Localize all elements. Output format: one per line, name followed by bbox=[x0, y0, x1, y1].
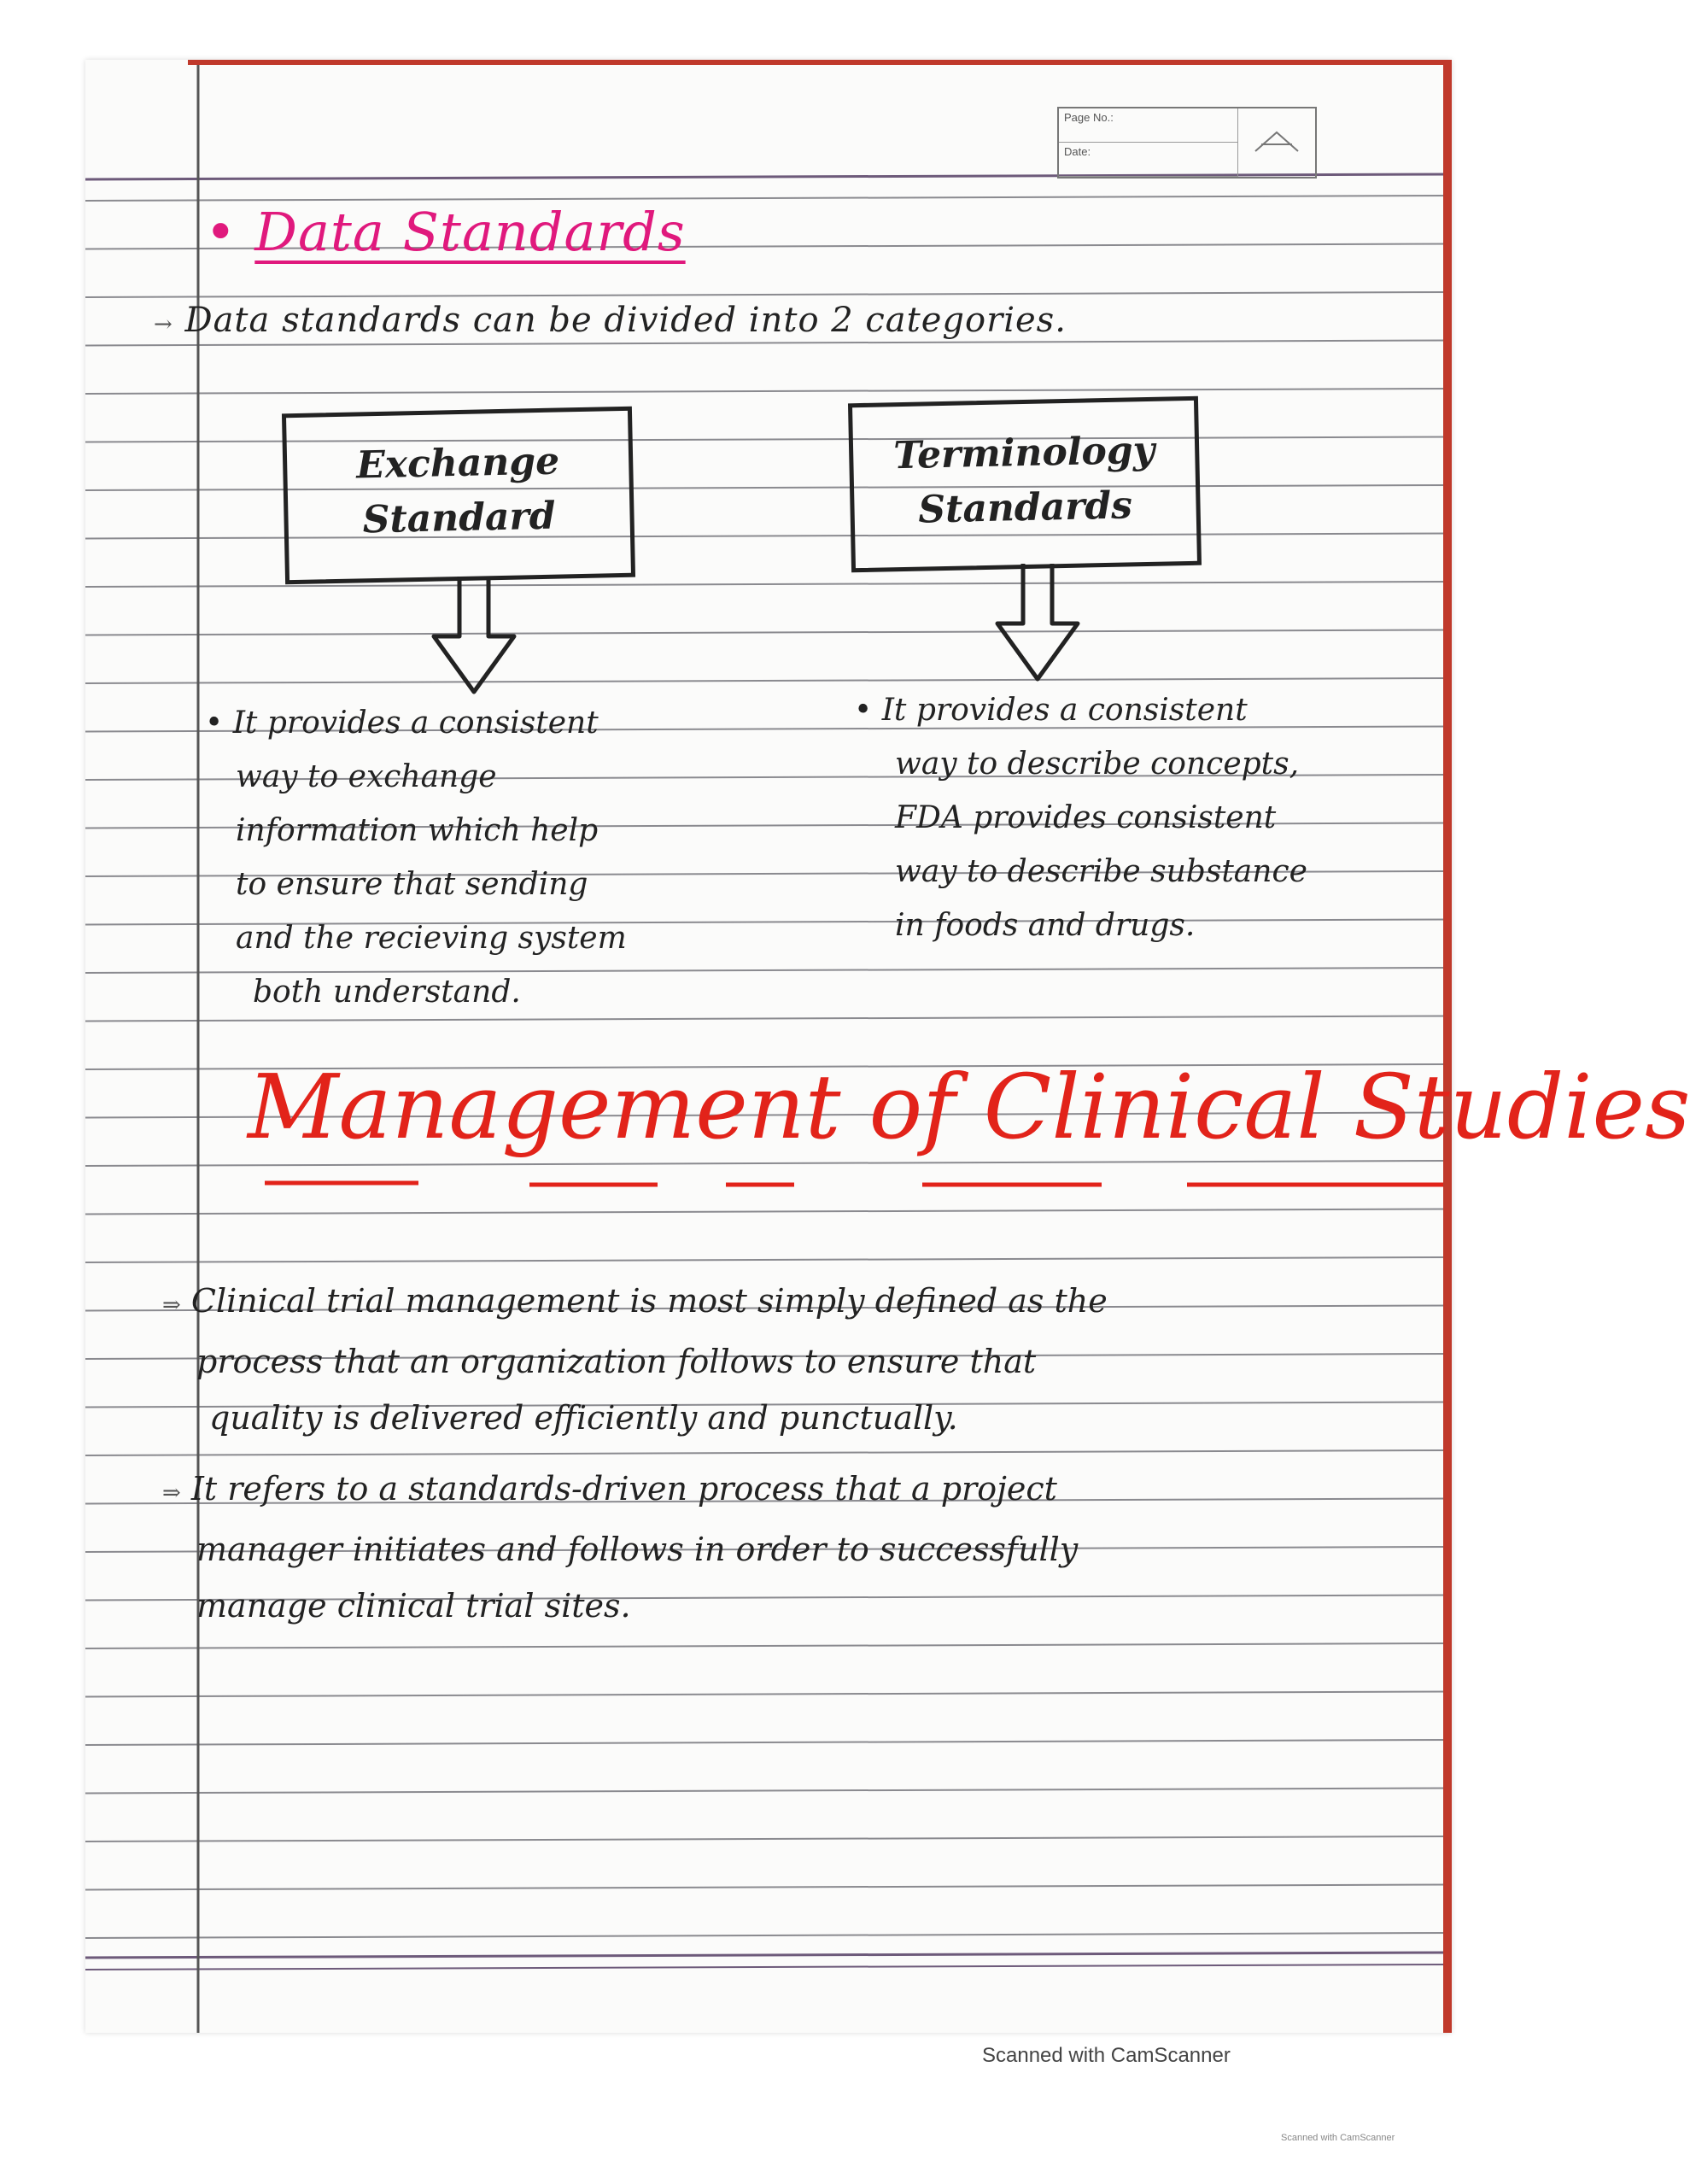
ruled-line bbox=[85, 1692, 1452, 1697]
ruled-lines bbox=[85, 60, 1452, 2033]
line-text: process that an organization follows to ensure that bbox=[196, 1343, 1037, 1380]
line-text: It provides a consistent bbox=[881, 693, 1248, 728]
ruled-line bbox=[85, 1964, 1452, 1970]
description-line bbox=[854, 737, 1307, 791]
heading-data-standards bbox=[205, 201, 686, 263]
line-text: way to describe concepts, bbox=[895, 747, 1300, 782]
paragraph-line bbox=[162, 1273, 1108, 1333]
arrow-marker: ⇒ bbox=[162, 1292, 181, 1318]
date-field: Date: bbox=[1059, 143, 1238, 177]
scanner-watermark-small: Scanned with CamScanner bbox=[1281, 2133, 1395, 2143]
line-text: information which help bbox=[236, 813, 599, 848]
description-line bbox=[854, 899, 1307, 952]
heading-bullet: • bbox=[205, 201, 237, 263]
line-text: It refers to a standards-driven process that a project bbox=[190, 1470, 1057, 1508]
paragraph-line bbox=[162, 1333, 1108, 1390]
ruled-line bbox=[85, 1789, 1452, 1794]
bullet: • bbox=[854, 693, 873, 728]
paragraph-process bbox=[162, 1461, 1078, 1634]
scanner-watermark: Scanned with CamScanner bbox=[982, 2044, 1231, 2067]
ruled-line bbox=[85, 1836, 1452, 1841]
arrow-marker: → bbox=[154, 312, 173, 337]
ruled-line bbox=[85, 341, 1452, 346]
page-number-field: Page No.: bbox=[1059, 108, 1238, 143]
paragraph-line bbox=[162, 1521, 1078, 1578]
heading-text: Data Standards bbox=[254, 201, 686, 263]
exchange-box-line-2: Standard bbox=[362, 494, 556, 542]
description-line bbox=[854, 845, 1307, 899]
heading-underline bbox=[248, 1166, 1443, 1200]
exchange-box-line-1: Exchange bbox=[355, 439, 560, 488]
heading-management-of-clinical-studies: Management of Clinical Studies bbox=[248, 1055, 1690, 1159]
line-text: both understand. bbox=[253, 975, 521, 1010]
line-text: manage clinical trial sites. bbox=[196, 1587, 631, 1625]
down-arrow-icon bbox=[991, 564, 1085, 683]
intro-text: Data standards can be divided into 2 categories. bbox=[184, 301, 1067, 340]
ruled-line bbox=[85, 1740, 1452, 1745]
bullet: • bbox=[205, 706, 224, 741]
line-text: manager initiates and follows in order to successfully bbox=[196, 1531, 1079, 1568]
description-line bbox=[205, 911, 627, 965]
description-line bbox=[205, 804, 627, 858]
description-line bbox=[205, 750, 627, 804]
down-arrow-icon bbox=[427, 577, 521, 696]
line-text: FDA provides consistent bbox=[895, 800, 1277, 835]
ruled-line bbox=[85, 1953, 1452, 1958]
notebook-sheet bbox=[85, 60, 1690, 2033]
description-line bbox=[854, 791, 1307, 845]
intro-line bbox=[154, 301, 1067, 340]
terminology-box-line-2: Standards bbox=[917, 483, 1133, 532]
terminology-description bbox=[854, 683, 1307, 952]
page-date-box bbox=[1057, 107, 1317, 179]
terminology-box-line-1: Terminology bbox=[892, 428, 1155, 478]
page-edge bbox=[1443, 60, 1452, 2033]
exchange-standard-box bbox=[282, 407, 635, 585]
ruled-line bbox=[85, 1450, 1452, 1455]
ruled-line bbox=[85, 630, 1452, 635]
notebook-logo-icon bbox=[1238, 108, 1315, 177]
paragraph-definition bbox=[162, 1273, 1108, 1446]
line-text: Clinical trial management is most simply defined as the bbox=[190, 1282, 1108, 1320]
description-line bbox=[205, 696, 627, 750]
ruled-line bbox=[85, 292, 1452, 297]
line-text: and the recieving system bbox=[236, 921, 627, 956]
description-line bbox=[205, 965, 627, 1019]
description-line bbox=[854, 683, 1307, 737]
description-line bbox=[205, 858, 627, 911]
paragraph-line bbox=[162, 1578, 1078, 1634]
line-text: quality is delivered efficiently and punctually. bbox=[209, 1399, 958, 1437]
ruled-line bbox=[85, 1885, 1452, 1890]
ruled-line bbox=[85, 1643, 1452, 1648]
exchange-description bbox=[205, 696, 627, 1019]
paragraph-line bbox=[162, 1390, 1108, 1446]
ruled-line bbox=[85, 389, 1452, 394]
line-text: to ensure that sending bbox=[236, 867, 588, 902]
terminology-standards-box bbox=[848, 396, 1202, 573]
ruled-line bbox=[85, 1933, 1452, 1938]
paragraph-line bbox=[162, 1461, 1078, 1521]
arrow-marker: ⇒ bbox=[162, 1480, 181, 1506]
line-text: It provides a consistent bbox=[232, 706, 599, 741]
line-text: in foods and drugs. bbox=[895, 908, 1196, 943]
ruled-line bbox=[85, 1257, 1452, 1262]
line-text: way to describe substance bbox=[895, 854, 1307, 889]
page-edge bbox=[188, 60, 1452, 65]
ruled-line bbox=[85, 1209, 1452, 1215]
line-text: way to exchange bbox=[236, 759, 497, 794]
